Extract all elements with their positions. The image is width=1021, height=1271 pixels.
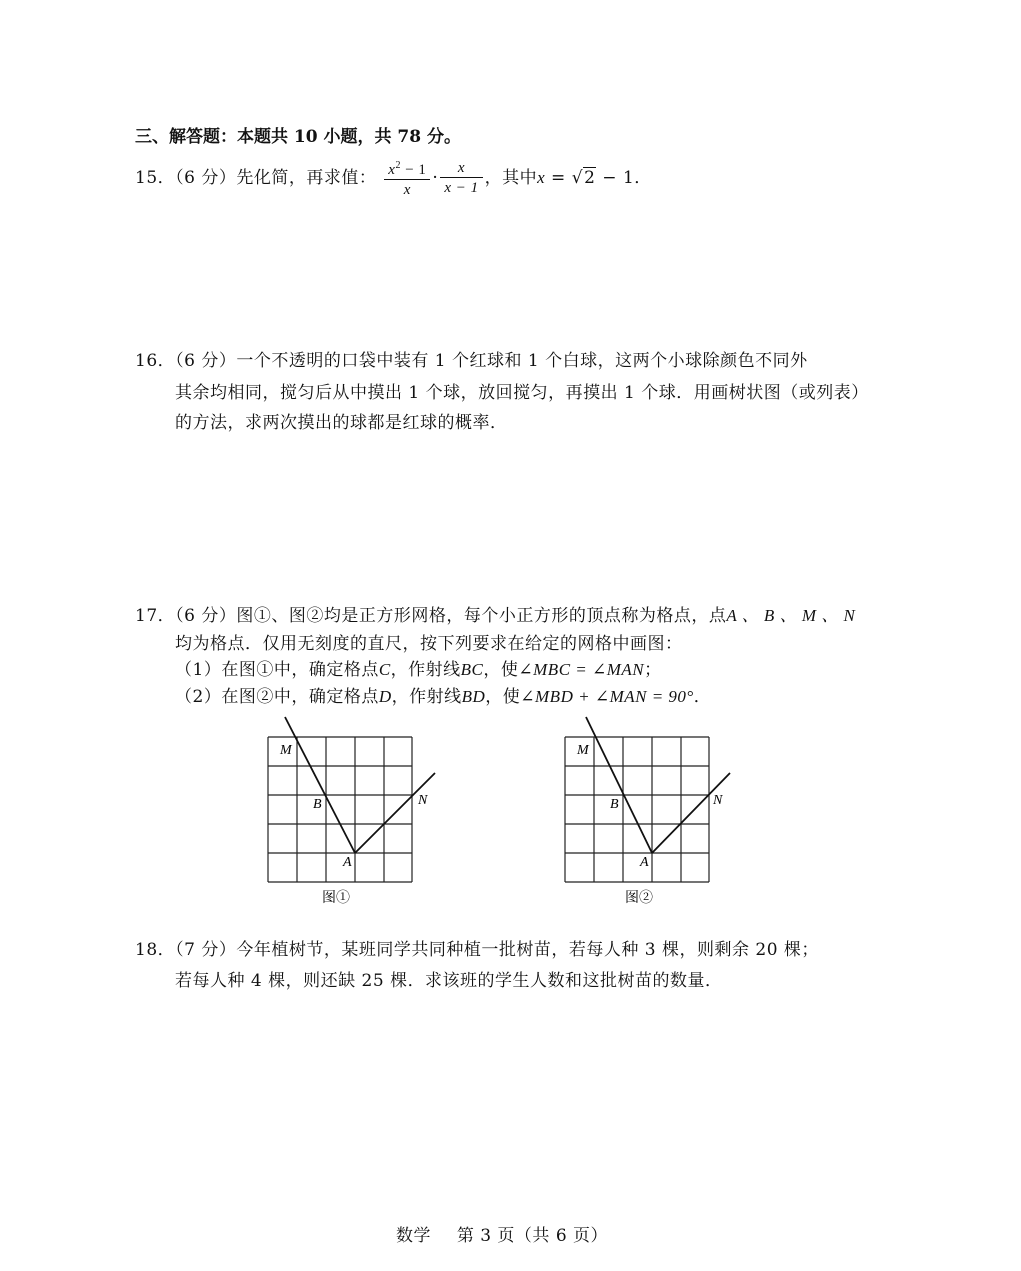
- q17-part1-c2: ，使: [483, 660, 519, 680]
- q15-number: 15．: [135, 168, 176, 188]
- q17-part2-end: ．: [693, 687, 712, 707]
- ray-an: [355, 773, 435, 853]
- figure-1-caption: 图①: [322, 891, 350, 906]
- q18-line-1: 18．（7 分）今年植树节，某班同学共同种植一批树苗，若每人种 3 棵，则剩余 20 棵；: [135, 940, 819, 960]
- q15-frac2-den: x − 1: [444, 180, 479, 196]
- q15-sqrt-sign: √: [571, 168, 584, 188]
- label-a: A: [343, 855, 352, 870]
- label-b: B: [610, 797, 619, 812]
- footer-page-number: 第 3 页（共 6 页）: [456, 1226, 609, 1246]
- q16-line-2: 其余均相同，搅匀后从中摸出 1 个球，放回搅匀，再摸出 1 个球．用画树状图（或列表）: [175, 383, 869, 403]
- q15-fraction-2: [440, 159, 482, 198]
- q17-part2-c: ，使: [485, 687, 521, 707]
- q15-where: 其中: [502, 168, 538, 188]
- q17-line-2: 均为格点．仅用无刻度的直尺，按下列要求在给定的网格中画图：: [175, 634, 683, 654]
- q17-part1-b: ，作射线: [390, 660, 461, 680]
- ray-an: [652, 773, 730, 853]
- label-n: N: [713, 793, 723, 808]
- grid-lines: [565, 737, 709, 882]
- q17-part1-point-c: C: [378, 660, 391, 679]
- q17-part2-point-d: D: [378, 687, 392, 706]
- q17-part1-a: （1）在图①中，确定格点: [175, 660, 379, 680]
- q15-frac1-num: x: [388, 162, 396, 178]
- grid-lines: [268, 737, 412, 882]
- label-b: B: [313, 797, 322, 812]
- q15-tail: − 1．: [596, 168, 652, 188]
- q15-fraction-1: [384, 157, 430, 200]
- q17-part1-ray-bc: BC: [460, 660, 484, 679]
- q17-part2-b: ，作射线: [391, 687, 462, 707]
- grid-figure-2: [557, 712, 737, 908]
- q17-part1-end: ；: [644, 660, 662, 680]
- label-a: A: [640, 855, 649, 870]
- q15-radicand: 2: [584, 168, 596, 188]
- q15-frac2-num: x: [440, 159, 482, 178]
- q15-dot: ·: [432, 168, 439, 188]
- q17-points: A 、 B 、 M 、 N: [726, 606, 856, 625]
- figure-2-caption: 图②: [625, 891, 653, 906]
- q15-score: （6 分）: [175, 168, 237, 188]
- q16-line-1: 16．（6 分）一个不透明的口袋中装有 1 个红球和 1 个白球，这两个小球除颜色不同外: [135, 351, 808, 371]
- q18-line-2: 若每人种 4 棵，则还缺 25 棵．求该班的学生人数和这批树苗的数量．: [175, 971, 723, 991]
- q17-part-2: [175, 682, 711, 707]
- q15-text: 先化简，再求值：: [236, 168, 377, 188]
- q15-comma: ，: [484, 168, 503, 188]
- q17-part-1: [175, 655, 662, 680]
- q17-part2-ray-bd: BD: [461, 687, 486, 706]
- q17-part2-a: （2）在图②中，确定格点: [175, 687, 379, 707]
- q17-line1-text: 17．（6 分）图①、图②均是正方形网格，每个小正方形的顶点称为格点，点: [135, 606, 727, 626]
- label-m: M: [280, 743, 292, 758]
- q15-var: x: [537, 168, 546, 187]
- page-footer: [396, 1221, 608, 1246]
- question-15: [135, 155, 652, 201]
- footer-subject: 数学: [396, 1226, 431, 1246]
- q17-part2-expr: ∠MBD + ∠MAN = 90°: [520, 687, 694, 706]
- section-title: 三、解答题：本题共 10 小题，共 78 分。: [135, 127, 461, 147]
- q15-eq: =: [545, 168, 572, 188]
- label-m: M: [577, 743, 589, 758]
- q15-frac1-den: x: [403, 182, 411, 198]
- q15-frac1-tail: − 1: [400, 162, 427, 178]
- grid-figure-1: [260, 712, 440, 908]
- q16-line-3: 的方法，求两次摸出的球都是红球的概率．: [175, 413, 508, 433]
- q17-line-1: [135, 601, 855, 626]
- q15-frac1-sup: 2: [395, 160, 401, 171]
- q17-part1-expr: ∠MBC = ∠MAN: [518, 660, 645, 679]
- label-n: N: [418, 793, 428, 808]
